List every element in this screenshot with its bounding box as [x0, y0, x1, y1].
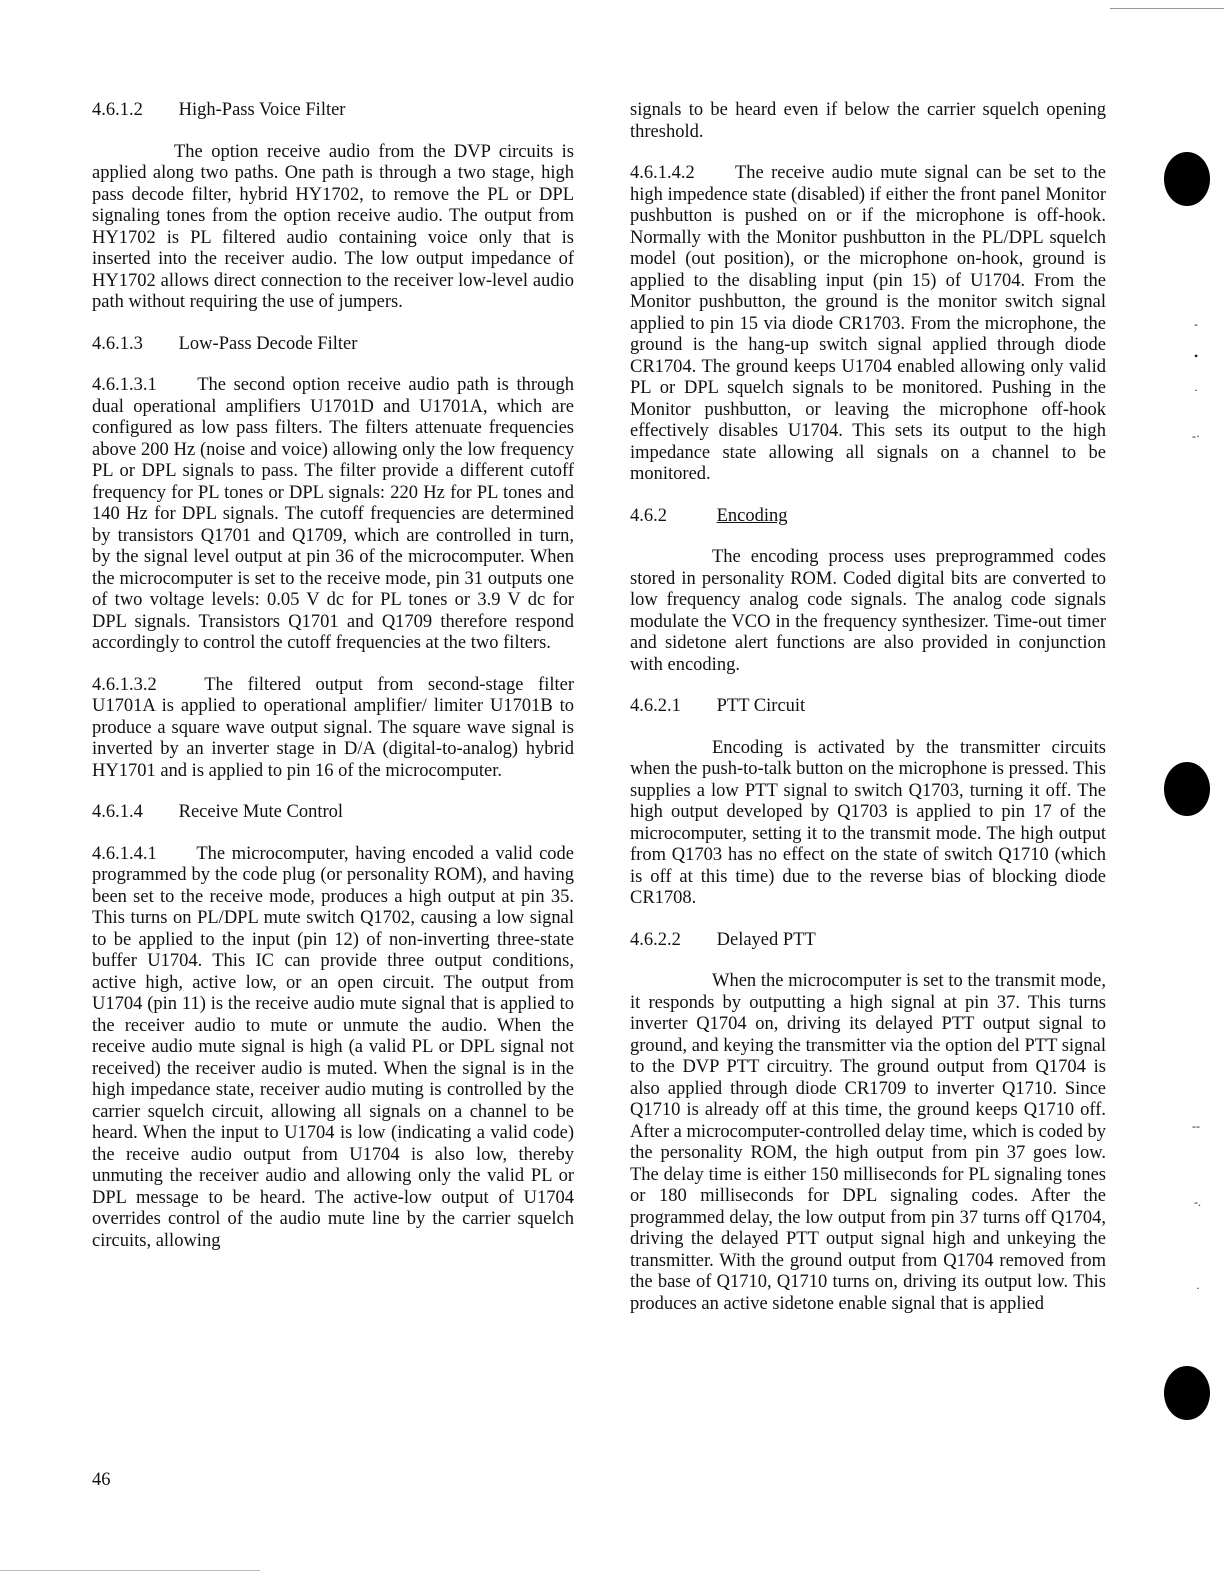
scan-mark-icon: -· [1192, 429, 1200, 443]
paragraph: The encoding process uses preprogrammed codes stored in personality ROM. Coded digital bits are converted to low frequency analog code signals. The analog code signals modulate the VCO in the frequency synthesizer. Time-out timer and sidetone alert functions are also provided in conjunction with encoding. [630, 547, 1106, 675]
paragraph-number: 4.6.1.3.2 [92, 674, 157, 695]
left-column [92, 100, 574, 1272]
bottom-edge-rule [0, 1570, 260, 1571]
paragraph [630, 163, 1106, 486]
paragraph [92, 844, 574, 1253]
section-heading [92, 100, 574, 122]
section-heading [92, 334, 574, 356]
paragraph-number: 4.6.1.3.1 [92, 375, 157, 395]
paragraph: The option receive audio from the DVP circuits is applied along two paths. One path is through a two stage, high pass decode filter, hybrid HY1702, to remove the PL or DPL signaling tones from the option receive audio. The output from HY1702 is PL filtered audio containing voice only that is inserted into the receiver audio. The low output impedance of HY1702 allows direct connection to the receiver low-level audio path without requiring the use of jumpers. [92, 141, 574, 312]
section-title: High-Pass Voice Filter [178, 100, 346, 120]
scan-mark-icon: -. [1194, 1195, 1201, 1209]
paragraph-number: 4.6.1.4.1 [92, 843, 157, 864]
section-title: Encoding [716, 505, 788, 526]
section-number: 4.6.2.1 [630, 696, 681, 716]
section-title: Low-Pass Decode Filter [178, 333, 358, 354]
page-number: 46 [92, 1470, 111, 1490]
section-heading [630, 930, 1106, 952]
section-title: Delayed PTT [716, 929, 816, 950]
paragraph-text: The filtered output from second-stage filter U1701A is applied to operational amplifier/ limiter U1701B to produce a square wave output signal. The square wave signal is inverted by an inverter stage in D/A (digital-to-analog) hybrid HY1701 and is applied to pin 16 of the microcomputer. [92, 674, 574, 781]
paragraph: Encoding is activated by the transmitter circuits when the push-to-talk button on the microphone is pressed. This supplies a low PTT signal to switch Q1703, turning it off. The high output developed by Q1703 is applied to pin 17 of the microcomputer, setting it to the transmit mode. The high output from Q1703 has no effect on the state of switch Q1710 (which is off at this time) due to the reverse bias of blocking diode CR1708. [630, 737, 1106, 908]
section-number: 4.6.1.3 [92, 333, 143, 354]
scan-mark-icon: - [1194, 317, 1198, 331]
paragraph: When the microcomputer is set to the transmit mode, it responds by outputting a high signal at pin 37. This turns inverter Q1704 on, driving its delayed PTT output signal to ground, and keying the transmitter via the option del PTT signal to the DVP PTT circuitry. The ground output from Q1704 is also applied through diode CR1709 to inverter Q1710. Since Q1710 is already off at this time, the ground keeps Q1710 off. After a microcomputer-controlled delay time, which is coded by the personality ROM, the high output from pin 37 goes low. The delay time is either 150 milliseconds for PL signaling tones or 180 milliseconds for DPL signaling codes. After the programmed delay, the low output from pin 37 turns off Q1704, driving the delayed PTT output signal high and unkeying the transmitter. With the ground output from Q1704 removed from the base of Q1710, Q1710 turns on, driving its output low. This produces an active sidetone enable signal that is applied [630, 971, 1106, 1314]
binder-hole-icon [1164, 1366, 1210, 1420]
paragraph: signals to be heard even if below the carrier squelch opening threshold. [630, 100, 1106, 142]
binder-hole-icon [1164, 152, 1210, 206]
section-heading [630, 506, 1106, 528]
paragraph-number: 4.6.1.4.2 [630, 163, 695, 183]
section-number: 4.6.2.2 [630, 929, 681, 950]
scan-mark-icon: -- [1192, 1119, 1200, 1133]
top-edge-rule [1110, 8, 1224, 9]
section-title: PTT Circuit [716, 696, 806, 716]
section-number: 4.6.1.4 [92, 802, 143, 822]
paragraph-text: The receive audio mute signal can be set to the high impedence state (disabled) if either the front panel Monitor pushbutton is pushed on or if the microphone is off-hook. Normally with the Monitor pushbutton in the PL/DPL squelch model (out position), or the microphone on-hook, ground is applied to the disabling input (pin 15) of U1704. From the Monitor pushbutton, the ground is the monitor switch signal applied to pin 15 via diode CR1703. From the microphone, the ground is the hang-up switch signal applied through diode CR1704. The ground keeps U1704 enabled allowing only valid PL or DPL squelch signals to be monitored. Pushing in the Monitor pushbutton, or leaving the microphone off-hook effectively disables U1704. This sets its output to the high impedance state allowing all signals on a channel to be monitored. [630, 163, 1106, 484]
section-heading [92, 802, 574, 824]
right-column [630, 100, 1106, 1335]
paragraph-text: The microcomputer, having encoded a valid code programmed by the code plug (or personality ROM), and having been set to the receive mode, produces a high output at pin 35. This turns on PL/DPL mute switch Q1702, causing a low signal to be applied to the input (pin 12) of non-inverting three-state buffer U1704. This IC can provide three output conditions, active high, active low, or an open circuit. The output from U1704 (pin 11) is the receive audio mute signal that is applied to the receiver audio to mute or unmute the audio. When the receive audio mute signal is high (a valid PL or DPL signal not received) the receiver audio is muted. When the signal is in the high impedance state, receiver audio muting is controlled by the carrier squelch circuit, allowing all signals on a channel to be heard. When the input to U1704 is low (indicating a valid code) the receive audio output from U1704 is also low, thereby unmuting the receiver audio and allowing only the valid PL or DPL message to be heard. The active-low output of U1704 overrides control of the audio mute line by the carrier squelch circuits, allowing [92, 843, 574, 1251]
paragraph-text: The second option receive audio path is through dual operational amplifiers U1701D and U1701A, which are configured as low pass filters. The filters attenuate frequencies above 200 Hz (noise and voice) allowing only the low frequency PL or DPL signals to pass. The filter provide a different cutoff frequency for PL tones or DPL signals: 220 Hz for PL tones and 140 Hz for DPL signals. The cutoff frequencies are determined by transistors Q1701 and Q1709, which are controlled in turn, by the signal level output at pin 36 of the microcomputer. When the microcomputer is set to the receive mode, pin 31 outputs one of two voltage levels: 0.05 V dc for PL tones or 3.9 V dc for DPL signals. Transistors Q1701 and Q1709 therefore respond accordingly to control the cutoff frequencies at the two filters. [92, 375, 574, 653]
section-number: 4.6.2 [630, 505, 667, 526]
section-heading [630, 696, 1106, 718]
paragraph [92, 675, 574, 783]
scan-mark-icon: · [1194, 383, 1198, 397]
section-number: 4.6.1.2 [92, 100, 143, 120]
binder-hole-icon [1164, 762, 1210, 816]
scan-mark-icon: · [1196, 1281, 1200, 1295]
scan-mark-icon: • [1194, 349, 1199, 363]
paragraph [92, 375, 574, 655]
section-title: Receive Mute Control [178, 802, 344, 822]
